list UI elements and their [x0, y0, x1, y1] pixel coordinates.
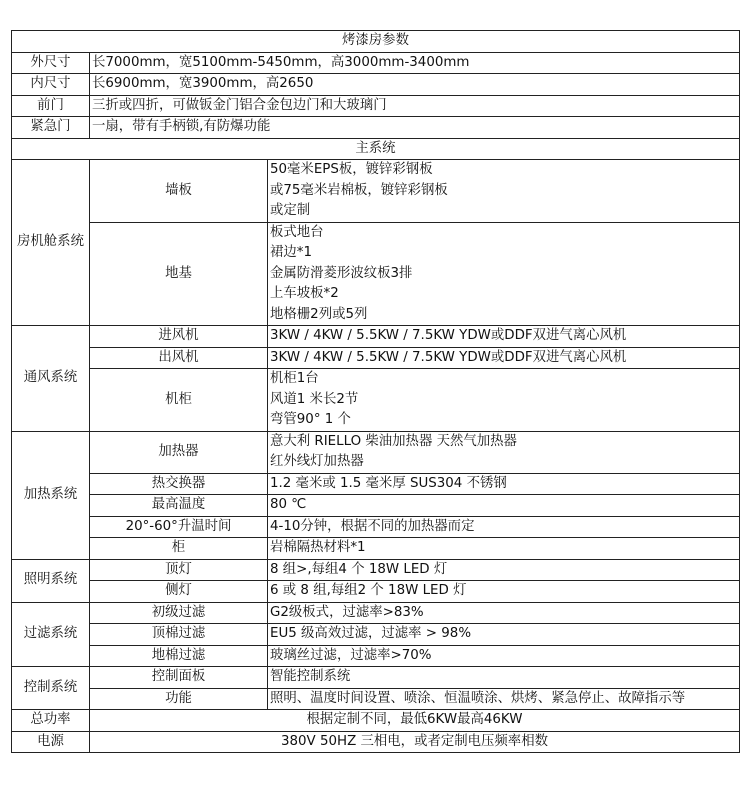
- function-value: 照明、温度时间设置、喷涂、恒温喷涂、烘烤、紧急停止、故障指示等: [268, 688, 740, 710]
- power-supply-label: 电源: [12, 731, 90, 753]
- top-light-value: 8 组>,每组4 个 18W LED 灯: [268, 559, 740, 581]
- vent-cabinet-row: [12, 369, 740, 432]
- filter-ceiling-row: [12, 624, 740, 646]
- side-light-value: 6 或 8 组,每组2 个 18W LED 灯: [268, 581, 740, 603]
- primary-filter-label: 初级过滤: [90, 602, 268, 624]
- emergency-door-value: 一扇，带有手柄锁,有防爆功能: [90, 117, 740, 139]
- power-supply-row: [12, 731, 740, 753]
- room-wall-row: [12, 160, 740, 223]
- filter-floor-row: [12, 645, 740, 667]
- filter-system-name: 过滤系统: [12, 602, 90, 667]
- front-door-value: 三折或四折，可做钣金门铝合金包边门和大玻璃门: [90, 95, 740, 117]
- main-system-heading-row: [12, 138, 740, 160]
- control-panel-row: [12, 667, 740, 689]
- emergency-door-label: 紧急门: [12, 117, 90, 139]
- heat-cabinet-label: 柜: [90, 538, 268, 560]
- exhaust-fan-value: 3KW / 4KW / 5.5KW / 7.5KW YDW或DDF双进气离心风机: [268, 347, 740, 369]
- lighting-system-name: 照明系统: [12, 559, 90, 602]
- total-power-row: [12, 710, 740, 732]
- table-title: 烤漆房参数: [12, 31, 740, 53]
- general-row-inner: [12, 74, 740, 96]
- inner-size-label: 内尺寸: [12, 74, 90, 96]
- control-function-row: [12, 688, 740, 710]
- filter-primary-row: [12, 602, 740, 624]
- vent-cabinet-label: 机柜: [90, 369, 268, 432]
- intake-fan-value: 3KW / 4KW / 5.5KW / 7.5KW YDW或DDF双进气离心风机: [268, 326, 740, 348]
- heat-cabinet-value: 岩棉隔热材料*1: [268, 538, 740, 560]
- heat-exchanger-value: 1.2 毫米或 1.5 毫米厚 SUS304 不锈钢: [268, 473, 740, 495]
- ceiling-filter-label: 顶棉过滤: [90, 624, 268, 646]
- ceiling-filter-value: EU5 级高效过滤，过滤率 > 98%: [268, 624, 740, 646]
- front-door-label: 前门: [12, 95, 90, 117]
- general-row-outer: [12, 52, 740, 74]
- general-row-front-door: [12, 95, 740, 117]
- heat-rise-time-row: [12, 516, 740, 538]
- base-label: 地基: [90, 222, 268, 326]
- light-top-row: [12, 559, 740, 581]
- rise-time-value: 4-10分钟，根据不同的加热器而定: [268, 516, 740, 538]
- control-panel-label: 控制面板: [90, 667, 268, 689]
- heat-max-temp-row: [12, 495, 740, 517]
- title-row: [12, 31, 740, 53]
- side-light-label: 侧灯: [90, 581, 268, 603]
- room-base-row: [12, 222, 740, 326]
- heat-exchanger-row: [12, 473, 740, 495]
- heat-exchanger-label: 热交换器: [90, 473, 268, 495]
- function-label: 功能: [90, 688, 268, 710]
- outer-size-label: 外尺寸: [12, 52, 90, 74]
- base-value: 板式地台 裙边*1 金属防滑菱形波纹板3排 上车坡板*2 地格栅2列或5列: [268, 222, 740, 326]
- max-temp-value: 80 ℃: [268, 495, 740, 517]
- total-power-label: 总功率: [12, 710, 90, 732]
- heater-value: 意大利 RIELLO 柴油加热器 天然气加热器 红外线灯加热器: [268, 431, 740, 473]
- inner-size-value: 长6900mm，宽3900mm，高2650: [90, 74, 740, 96]
- heater-label: 加热器: [90, 431, 268, 473]
- general-row-emergency-door: [12, 117, 740, 139]
- ventilation-system-name: 通风系统: [12, 326, 90, 432]
- power-supply-value: 380V 50HZ 三相电，或者定制电压频率相数: [90, 731, 740, 753]
- heat-heater-row: [12, 431, 740, 473]
- total-power-value: 根据定制不同，最低6KW最高46KW: [90, 710, 740, 732]
- exhaust-fan-label: 出风机: [90, 347, 268, 369]
- main-system-heading: 主系统: [12, 138, 740, 160]
- control-system-name: 控制系统: [12, 667, 90, 710]
- wall-value: 50毫米EPS板，镀锌彩钢板 或75毫米岩棉板，镀锌彩钢板 或定制: [268, 160, 740, 223]
- heat-cabinet-row: [12, 538, 740, 560]
- max-temp-label: 最高温度: [90, 495, 268, 517]
- wall-label: 墙板: [90, 160, 268, 223]
- outer-size-value: 长7000mm，宽5100mm-5450mm，高3000mm-3400mm: [90, 52, 740, 74]
- rise-time-label: 20°-60°升温时间: [90, 516, 268, 538]
- spec-table: [11, 30, 740, 753]
- vent-exhaust-row: [12, 347, 740, 369]
- light-side-row: [12, 581, 740, 603]
- intake-fan-label: 进风机: [90, 326, 268, 348]
- floor-filter-value: 玻璃丝过滤，过滤率>70%: [268, 645, 740, 667]
- heating-system-name: 加热系统: [12, 431, 90, 559]
- room-system-name: 房机舱系统: [12, 160, 90, 326]
- control-panel-value: 智能控制系统: [268, 667, 740, 689]
- vent-intake-row: [12, 326, 740, 348]
- primary-filter-value: G2级板式，过滤率>83%: [268, 602, 740, 624]
- top-light-label: 顶灯: [90, 559, 268, 581]
- floor-filter-label: 地棉过滤: [90, 645, 268, 667]
- vent-cabinet-value: 机柜1台 风道1 米长2节 弯管90° 1 个: [268, 369, 740, 432]
